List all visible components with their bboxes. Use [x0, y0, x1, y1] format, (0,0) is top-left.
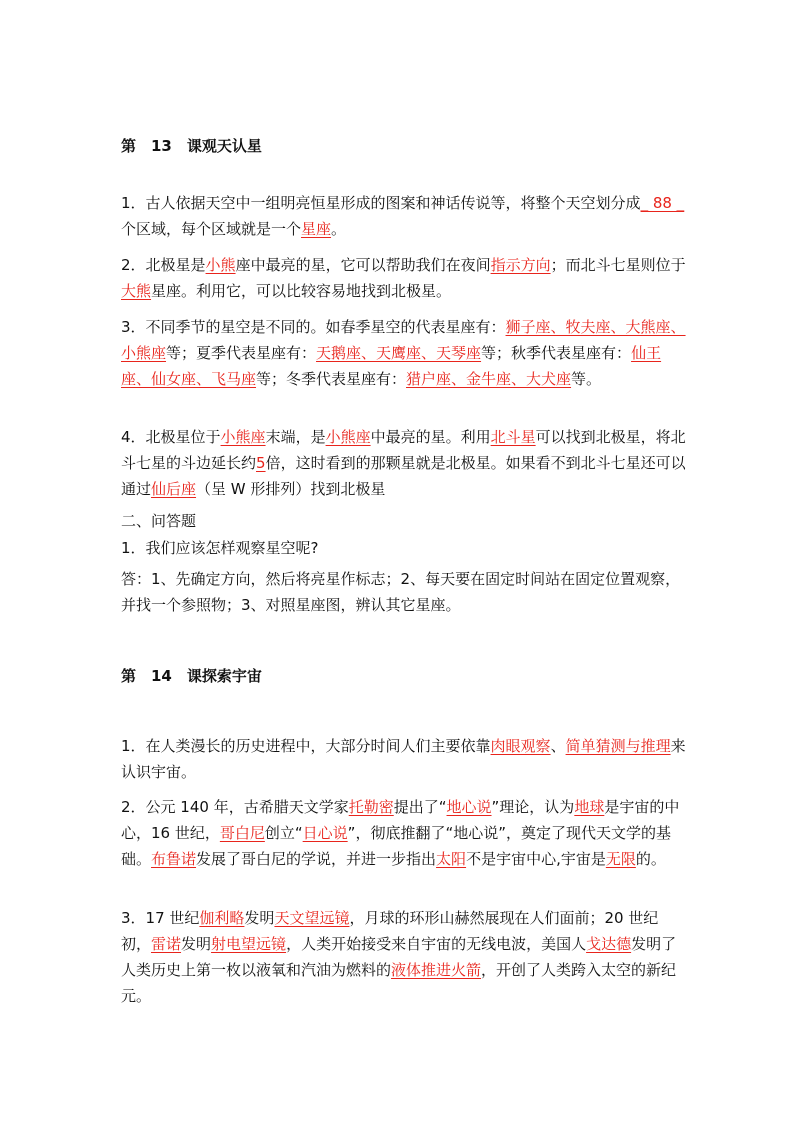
text-segment: 是宇宙的中心，16 世纪，: [121, 798, 680, 842]
text-segment: 3．17 世纪: [121, 909, 200, 927]
answer-text: 哥白尼: [219, 824, 265, 842]
text-segment: 创立“: [264, 824, 303, 842]
text-segment: 。: [331, 220, 347, 238]
answer-text: 地心说: [446, 798, 492, 816]
text-segment: 4．北极星位于: [121, 428, 221, 446]
lesson-14-title: 第 14 课探索宇宙: [121, 667, 262, 685]
answer-text: 无限: [605, 850, 636, 868]
text-segment: 发展了哥白尼的学说，并进一步指出: [196, 850, 437, 868]
paragraph: [121, 314, 687, 392]
answer-text: 伽利略: [199, 909, 245, 927]
text-segment: 不是宇宙中心,宇宙是: [466, 850, 606, 868]
text-segment: 等；冬季代表星座有：: [256, 370, 407, 388]
text-segment: 中最亮的星。利用: [370, 428, 491, 446]
answer-text: 大熊: [121, 282, 152, 300]
answer-text: 小熊: [205, 256, 236, 274]
answer-text: 托勒密: [348, 798, 394, 816]
text-segment: 二、问答题: [121, 512, 197, 530]
text-segment: 座中最亮的星，它可以帮助我们在夜间: [235, 256, 491, 274]
answer-text: 液体推进火箭: [391, 961, 482, 979]
answer-text: 仙后座: [151, 480, 197, 498]
paragraph: [121, 733, 687, 785]
text-segment: 末端，是: [265, 428, 326, 446]
paragraph: [121, 508, 687, 534]
paragraph: [121, 794, 687, 872]
answer-text: 仙王座、仙女座、飞马座: [121, 344, 662, 388]
paragraph: [121, 566, 687, 618]
answer-text: 雷诺: [151, 935, 182, 953]
answer-text: 北斗星: [490, 428, 536, 446]
answer-text: 太阳: [436, 850, 467, 868]
text-segment: 3．不同季节的星空是不同的。如春季星空的代表星座有：: [121, 318, 506, 336]
text-segment: ”理论，认为: [491, 798, 575, 816]
paragraph: [121, 190, 687, 242]
text-segment: 星座。利用它，可以比较容易地找到北极星。: [151, 282, 452, 300]
lesson-13-title: 第 13 课观天认星: [121, 137, 262, 155]
text-segment: 的。: [635, 850, 666, 868]
text-segment: ，开创了人类跨入太空的新纪元。: [121, 961, 677, 1005]
text-segment: 个区域，每个区域就是一个: [121, 220, 302, 238]
text-segment: 2．北极星是: [121, 256, 206, 274]
text-segment: 答：1、先确定方向，然后将亮星作标志；2、每天要在固定时间站在固定位置观察，并找一个参照物；3、对照星座图，辨认其它星座。: [121, 570, 681, 614]
answer-text: 简单猜测与推理: [565, 737, 671, 755]
answer-text: 肉眼观察: [490, 737, 551, 755]
text-segment: 等。: [571, 370, 602, 388]
text-segment: （呈 W 形排列）找到北极星: [196, 480, 386, 498]
paragraph: [121, 905, 687, 1009]
answer-text: 5: [256, 454, 266, 472]
answer-text: 天鹅座、天鹰座、天琴座: [316, 344, 482, 362]
answer-text: 猎户座、金牛座、大犬座: [406, 370, 572, 388]
paragraph: [121, 252, 687, 304]
text-segment: 可以找到北极星，将北斗七星的斗边延长约: [121, 428, 686, 472]
answer-text: 射电望远镜: [211, 935, 287, 953]
answer-text: 小熊座: [220, 428, 266, 446]
text-segment: 来认识宇宙。: [121, 737, 686, 781]
text-segment: 发明: [181, 935, 212, 953]
answer-text: 小熊座: [325, 428, 371, 446]
text-segment: 1．在人类漫长的历史进程中，大部分时间人们主要依靠: [121, 737, 491, 755]
text-segment: 1．古人依据天空中一组明亮恒星形成的图案和神话传说等，将整个天空划分成: [121, 194, 641, 212]
answer-text: 狮子座、牧夫座、大熊座、小熊座: [121, 318, 686, 362]
paragraph: [121, 424, 687, 502]
text-segment: 2．公元 140 年，古希腊天文学家: [121, 798, 349, 816]
text-segment: 发明: [244, 909, 275, 927]
text-segment: 、: [550, 737, 566, 755]
text-segment: ，人类开始接受来自宇宙的无线电波，美国人: [286, 935, 587, 953]
answer-text: 天文望远镜: [274, 909, 350, 927]
answer-text: 日心说: [302, 824, 348, 842]
answer-text: 地球: [574, 798, 605, 816]
answer-text: 戈达德: [586, 935, 632, 953]
answer-text: 布鲁诺: [151, 850, 197, 868]
text-segment: 提出了“: [393, 798, 447, 816]
text-segment: ”，彻底推翻了“地心说”，奠定了现代天文学的基础。: [121, 824, 671, 868]
answer-text: 指示方向: [490, 256, 551, 274]
text-segment: 等；夏季代表星座有：: [166, 344, 317, 362]
text-segment: ，月球的环形山赫然展现在人们面前；20 世纪初，: [121, 909, 659, 953]
text-segment: 发明了人类历史上第一枚以液氧和汽油为燃料的: [121, 935, 677, 979]
answer-text: _ 88 _: [640, 194, 685, 212]
text-segment: 倍，这时看到的那颗星就是北极星。如果看不到北斗七星还可以通过: [121, 454, 686, 498]
text-segment: ；而北斗七星则位于: [550, 256, 686, 274]
text-segment: 1．我们应该怎样观察星空呢?: [121, 539, 319, 557]
answer-text: 星座: [301, 220, 332, 238]
text-segment: 等；秋季代表星座有：: [481, 344, 632, 362]
paragraph: [121, 535, 687, 561]
